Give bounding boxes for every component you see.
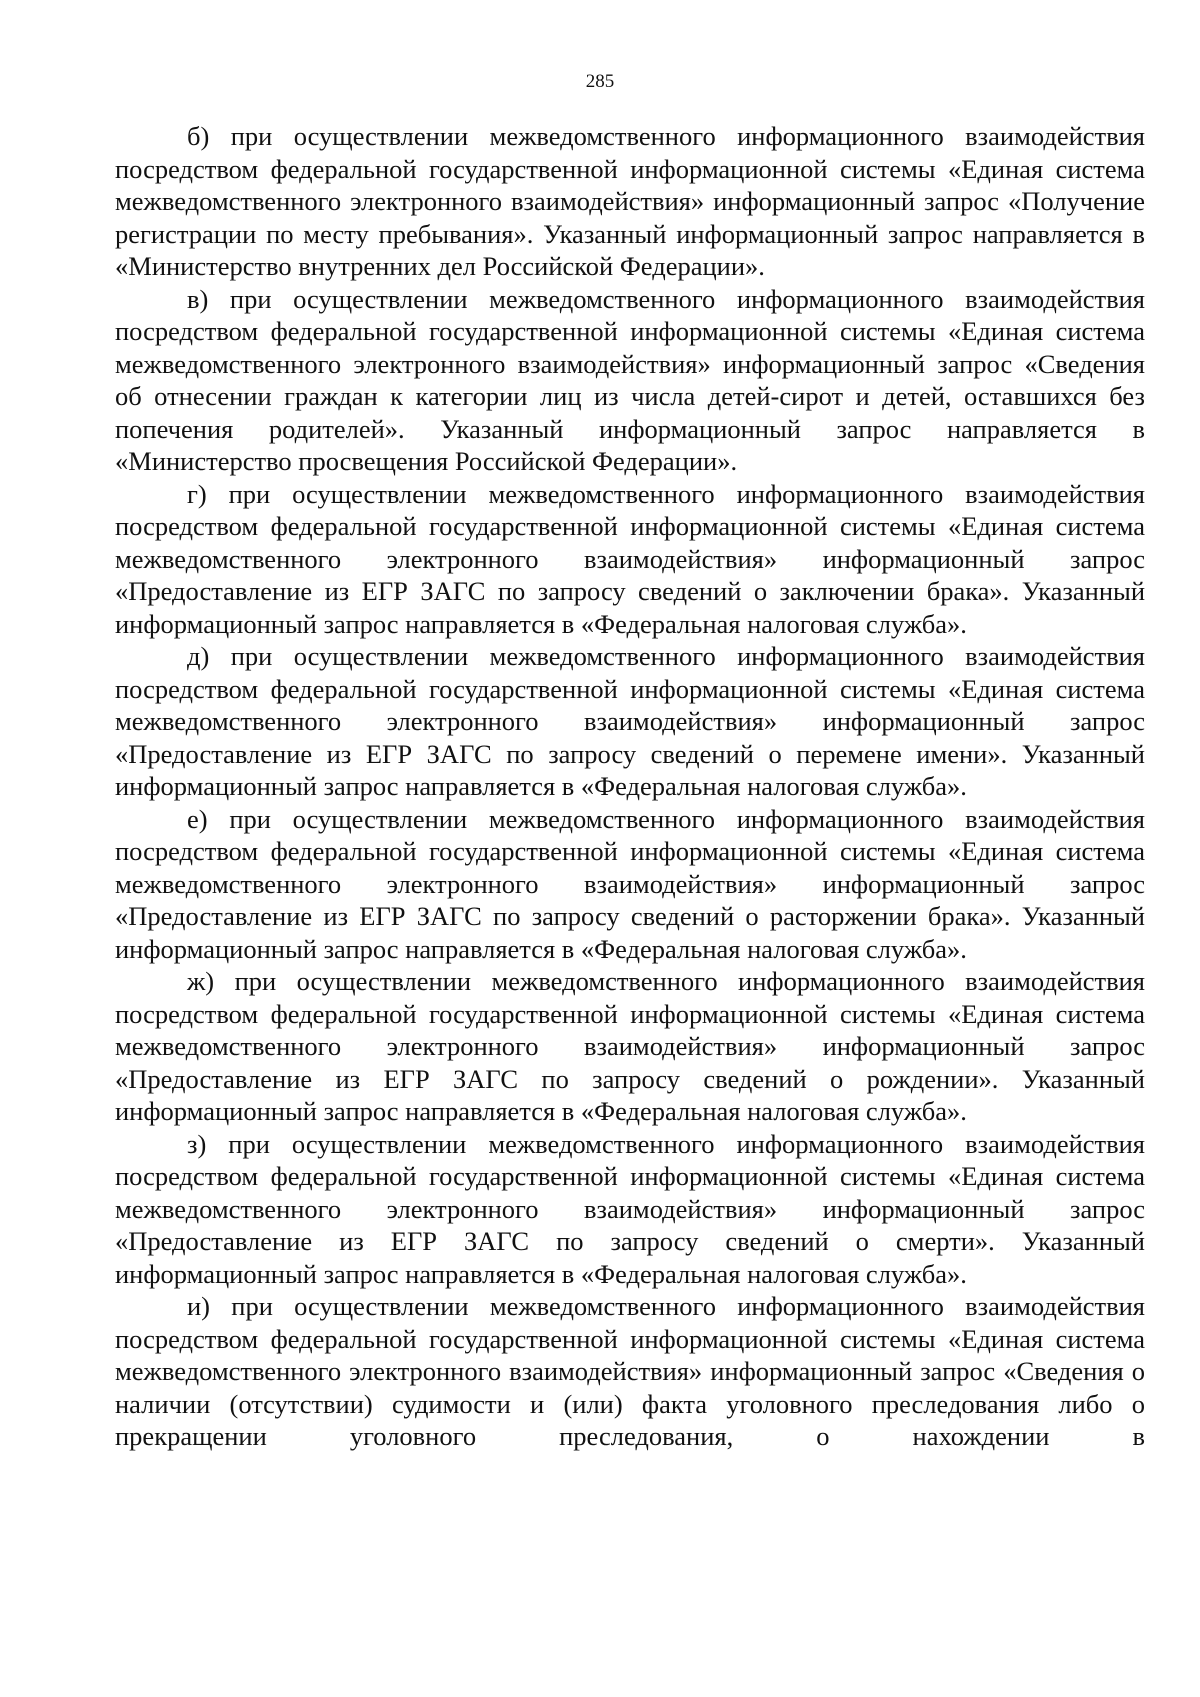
paragraph-v: в) при осуществлении межведомственного информационного взаимодействия посредством федеральной государственной информационной системы «Единая система межведомственного электронного взаимодействия» информационный запрос «Сведения об отнесении граждан к категории лиц из числа детей-сирот и детей, оставшихся без попечения родителей». Указанный информационный запрос направляется в «Министерство просвещения Российской Федерации». xyxy=(115,283,1145,476)
paragraph-i: и) при осуществлении межведомственного информационного взаимодействия посредством федеральной государственной информационной системы «Единая система межведомственного электронного взаимодействия» информационный запрос «Сведения о наличии (отсутствии) судимости и (или) факта уголовного преследования либо о прекращении уголовного преследования, о нахождении в xyxy=(115,1291,1145,1451)
document-body xyxy=(115,120,1145,1453)
paragraph-d: д) при осуществлении межведомственного информационного взаимодействия посредством федеральной государственной информационной системы «Единая система межведомственного электронного взаимодействия» информационный запрос «Предоставление из ЕГР ЗАГС по запросу сведений о перемене имени». Указанный информационный запрос направляется в «Федеральная налоговая служба». xyxy=(115,641,1145,801)
paragraph-b: б) при осуществлении межведомственного информационного взаимодействия посредством федеральной государственной информационной системы «Единая система межведомственного электронного взаимодействия» информационный запрос «Получение регистрации по месту пребывания». Указанный информационный запрос направляется в «Министерство внутренних дел Российской Федерации». xyxy=(115,121,1145,281)
page-number: 285 xyxy=(585,71,615,92)
paragraph-z: з) при осуществлении межведомственного информационного взаимодействия посредством федеральной государственной информационной системы «Единая система межведомственного электронного взаимодействия» информационный запрос «Предоставление из ЕГР ЗАГС по запросу сведений о смерти». Указанный информационный запрос направляется в «Федеральная налоговая служба». xyxy=(115,1128,1145,1289)
paragraph-zh: ж) при осуществлении межведомственного информационного взаимодействия посредством федеральной государственной информационной системы «Единая система межведомственного электронного взаимодействия» информационный запрос «Предоставление из ЕГР ЗАГС по запросу сведений о рождении». Указанный информационный запрос направляется в «Федеральная налоговая служба». xyxy=(115,966,1145,1126)
paragraph-g: г) при осуществлении межведомственного информационного взаимодействия посредством федеральной государственной информационной системы «Единая система межведомственного электронного взаимодействия» информационный запрос «Предоставление из ЕГР ЗАГС по запросу сведений о заключении брака». Указанный информационный запрос направляется в «Федеральная налоговая служба». xyxy=(115,478,1145,639)
paragraph-e: е) при осуществлении межведомственного информационного взаимодействия посредством федеральной государственной информационной системы «Единая система межведомственного электронного взаимодействия» информационный запрос «Предоставление из ЕГР ЗАГС по запросу сведений о расторжении брака». Указанный информационный запрос направляется в «Федеральная налоговая служба». xyxy=(115,803,1145,964)
